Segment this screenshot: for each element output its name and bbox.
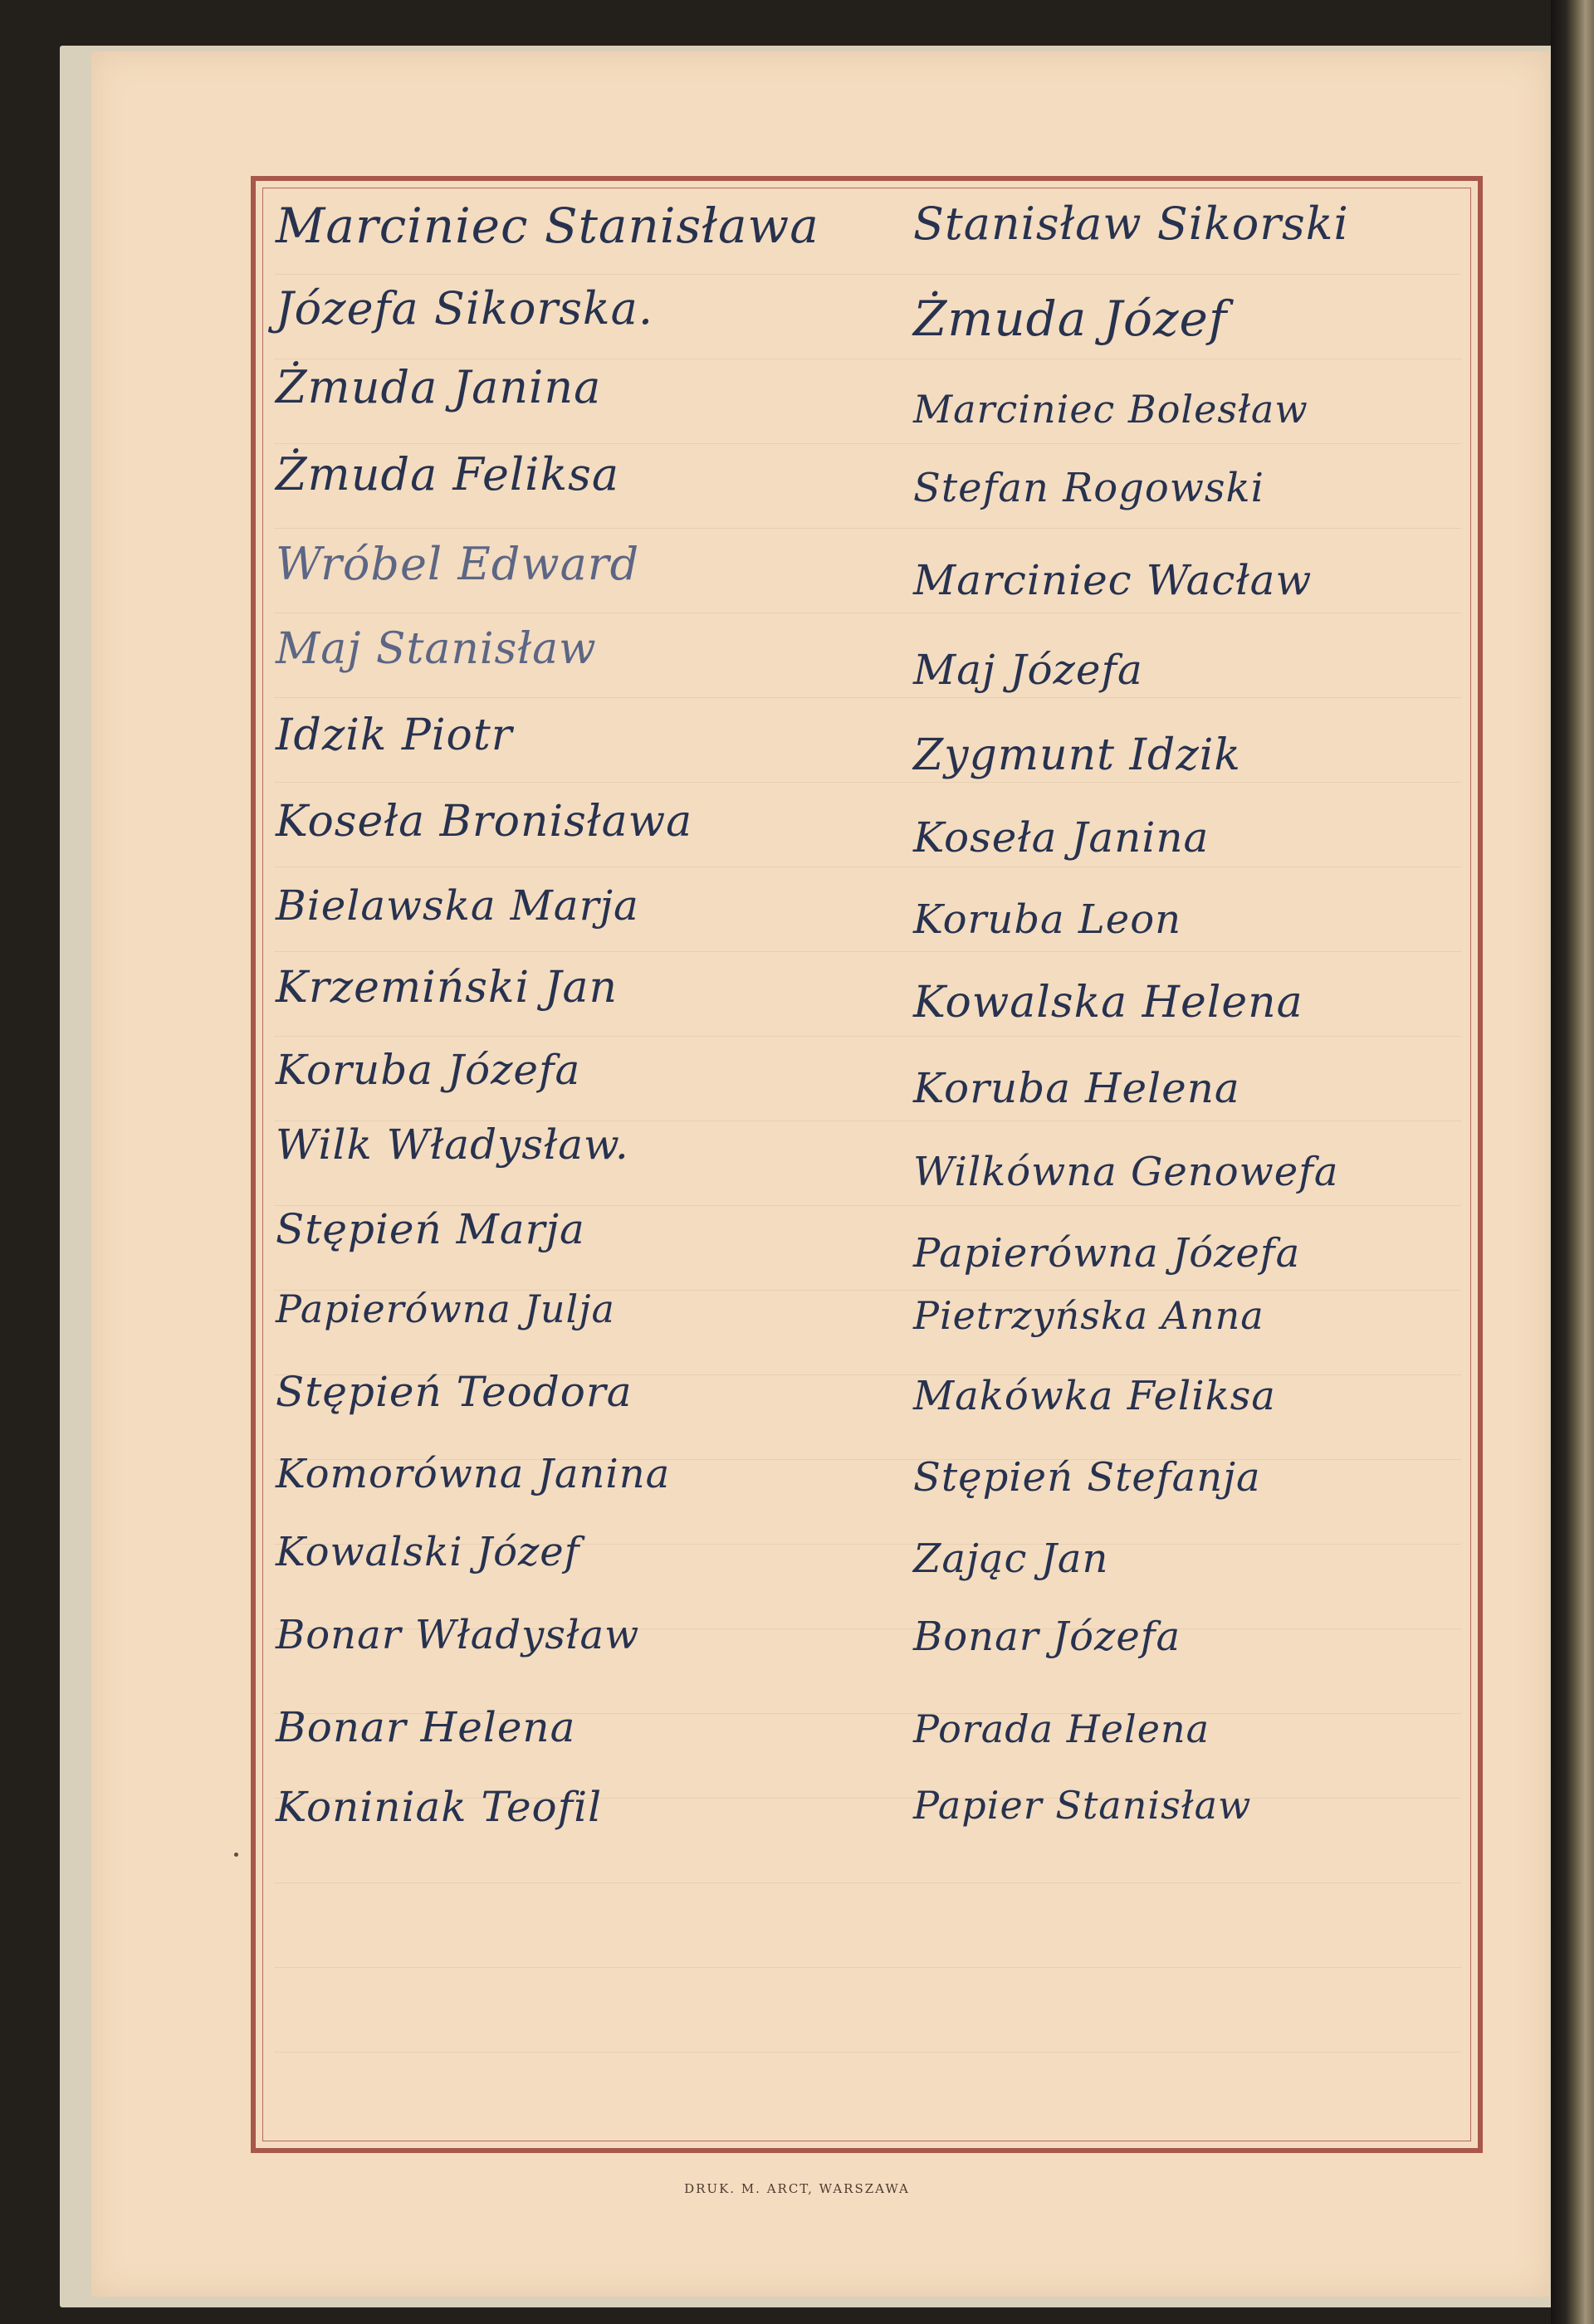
name-right-10: Kowalska Helena	[913, 978, 1303, 1028]
name-left-17: Kowalski Józef	[276, 1529, 580, 1575]
ruled-line	[274, 782, 1461, 783]
name-right-4: Stefan Rogowski	[913, 465, 1264, 511]
name-right-3: Marciniec Bolesław	[913, 387, 1308, 432]
name-left-19: Bonar Helena	[276, 1703, 576, 1751]
name-left-13: Stępień Marja	[276, 1205, 585, 1253]
name-left-18: Bonar Władysław	[276, 1612, 640, 1658]
name-right-2: Żmuda Józef	[913, 290, 1228, 347]
name-left-2: Józefa Sikorska.	[276, 282, 654, 334]
name-left-4: Żmuda Feliksa	[276, 448, 620, 500]
name-left-9: Bielawska Marja	[276, 881, 639, 930]
name-right-15: Makówka Feliksa	[913, 1373, 1276, 1419]
name-right-11: Koruba Helena	[913, 1064, 1240, 1112]
ruled-line	[274, 1882, 1461, 1883]
name-left-20: Koniniak Teofil	[276, 1783, 603, 1831]
name-left-14: Papierówna Julja	[276, 1286, 615, 1331]
name-right-19: Porada Helena	[913, 1706, 1210, 1751]
name-right-12: Wilkówna Genowefa	[913, 1149, 1339, 1195]
name-right-1: Stanisław Sikorski	[913, 198, 1349, 250]
name-right-9: Koruba Leon	[913, 896, 1182, 943]
name-right-16: Stępień Stefanja	[913, 1454, 1261, 1501]
printer-imprint: DRUK. M. ARCT, WARSZAWA	[684, 2181, 910, 2196]
name-right-17: Zając Jan	[913, 1536, 1109, 1582]
name-right-5: Marciniec Wacław	[913, 556, 1313, 604]
name-left-11: Koruba Józefa	[276, 1046, 581, 1094]
ruled-line	[274, 2052, 1461, 2053]
ruled-line	[274, 274, 1461, 275]
name-left-8: Koseła Bronisława	[276, 797, 693, 847]
name-left-5: Wróbel Edward	[276, 538, 640, 590]
name-right-7: Zygmunt Idzik	[913, 730, 1241, 780]
name-left-15: Stępień Teodora	[276, 1368, 633, 1416]
name-right-14: Pietrzyńska Anna	[913, 1293, 1264, 1338]
ruled-line	[274, 951, 1461, 952]
ruled-line	[274, 1036, 1461, 1037]
ink-speck	[234, 1853, 238, 1857]
name-left-7: Idzik Piotr	[276, 710, 513, 760]
ruled-line	[274, 697, 1461, 698]
name-left-6: Maj Stanisław	[276, 624, 597, 674]
name-left-10: Krzemiński Jan	[276, 963, 618, 1013]
name-right-6: Maj Józefa	[913, 646, 1143, 694]
name-left-16: Komorówna Janina	[276, 1451, 671, 1497]
ruled-line	[274, 528, 1461, 529]
book-edge	[1551, 0, 1594, 2324]
name-right-13: Papierówna Józefa	[913, 1230, 1301, 1277]
name-right-8: Koseła Janina	[913, 813, 1210, 862]
name-right-18: Bonar Józefa	[913, 1614, 1181, 1660]
name-left-1: Marciniec Stanisława	[276, 198, 819, 254]
name-left-3: Żmuda Janina	[276, 361, 602, 413]
ruled-line	[274, 443, 1461, 444]
name-right-20: Papier Stanisław	[913, 1783, 1252, 1828]
name-left-12: Wilk Władysław.	[276, 1120, 629, 1169]
ruled-line	[274, 1967, 1461, 1968]
